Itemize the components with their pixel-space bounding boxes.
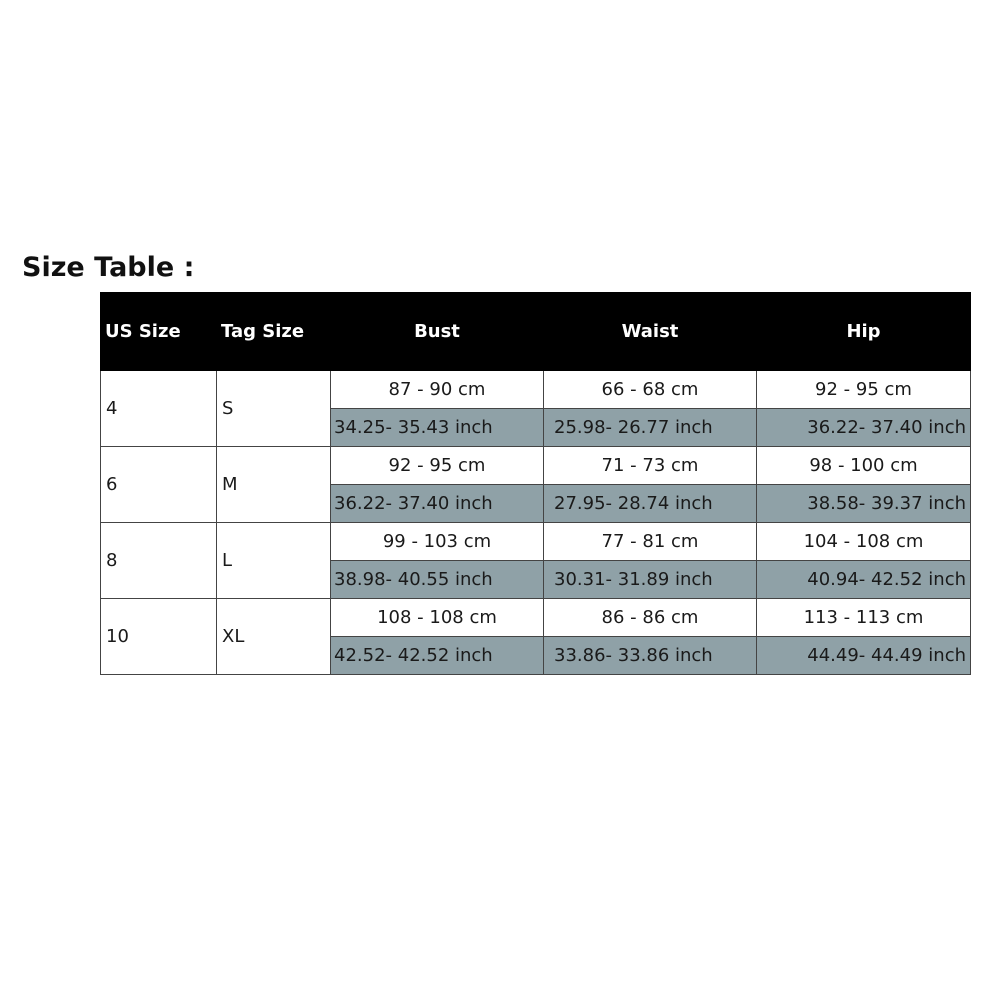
waist-inch-cell: 30.31- 31.89 inch [544, 561, 757, 599]
us-size-cell: 10 [101, 599, 217, 675]
tag-size-cell: S [217, 371, 331, 447]
waist-cm-cell: 77 - 81 cm [544, 523, 757, 561]
hip-inch-cell: 40.94- 42.52 inch [757, 561, 971, 599]
header-bust: Bust [331, 293, 544, 371]
header-waist: Waist [544, 293, 757, 371]
table-row [101, 371, 971, 409]
bust-inch-cell: 38.98- 40.55 inch [331, 561, 544, 599]
size-table [100, 292, 971, 675]
header-us-size: US Size [101, 293, 217, 371]
hip-cm-cell: 113 - 113 cm [757, 599, 971, 637]
hip-inch-cell: 44.49- 44.49 inch [757, 637, 971, 675]
bust-cm-cell: 87 - 90 cm [331, 371, 544, 409]
bust-cm-cell: 99 - 103 cm [331, 523, 544, 561]
tag-size-cell: L [217, 523, 331, 599]
tag-size-cell: XL [217, 599, 331, 675]
hip-inch-cell: 36.22- 37.40 inch [757, 409, 971, 447]
us-size-cell: 4 [101, 371, 217, 447]
waist-cm-cell: 71 - 73 cm [544, 447, 757, 485]
size-table-header [101, 293, 971, 371]
us-size-cell: 8 [101, 523, 217, 599]
waist-cm-cell: 66 - 68 cm [544, 371, 757, 409]
bust-inch-cell: 34.25- 35.43 inch [331, 409, 544, 447]
waist-inch-cell: 33.86- 33.86 inch [544, 637, 757, 675]
table-row [101, 523, 971, 561]
tag-size-cell: M [217, 447, 331, 523]
waist-inch-cell: 27.95- 28.74 inch [544, 485, 757, 523]
hip-cm-cell: 104 - 108 cm [757, 523, 971, 561]
header-hip: Hip [757, 293, 971, 371]
bust-inch-cell: 42.52- 42.52 inch [331, 637, 544, 675]
us-size-cell: 6 [101, 447, 217, 523]
hip-cm-cell: 92 - 95 cm [757, 371, 971, 409]
table-row [101, 447, 971, 485]
header-tag-size: Tag Size [217, 293, 331, 371]
bust-cm-cell: 108 - 108 cm [331, 599, 544, 637]
table-row [101, 599, 971, 637]
waist-inch-cell: 25.98- 26.77 inch [544, 409, 757, 447]
hip-cm-cell: 98 - 100 cm [757, 447, 971, 485]
size-table-body [101, 371, 971, 675]
bust-cm-cell: 92 - 95 cm [331, 447, 544, 485]
waist-cm-cell: 86 - 86 cm [544, 599, 757, 637]
bust-inch-cell: 36.22- 37.40 inch [331, 485, 544, 523]
page-title: Size Table : [22, 252, 195, 283]
hip-inch-cell: 38.58- 39.37 inch [757, 485, 971, 523]
header-row [101, 293, 971, 371]
